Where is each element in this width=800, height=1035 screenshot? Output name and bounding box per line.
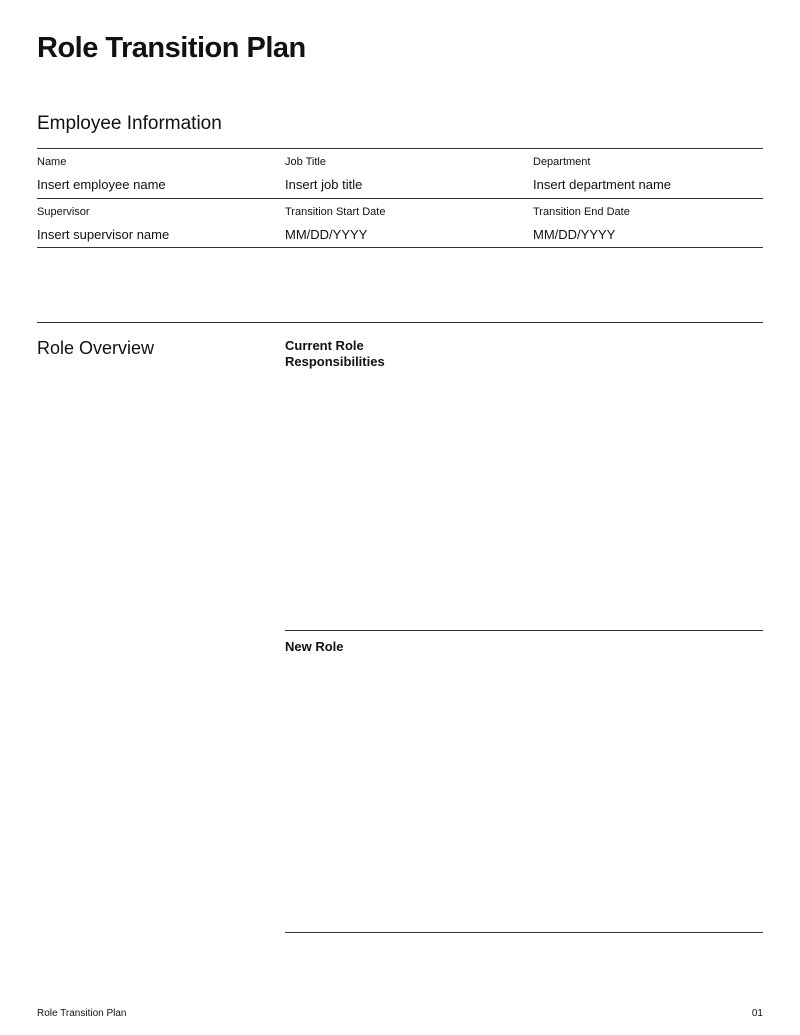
department-label: Department: [533, 156, 591, 168]
transition-start-date-field[interactable]: MM/DD/YYYY: [285, 227, 368, 242]
name-label: Name: [37, 156, 67, 168]
supervisor-field[interactable]: Insert supervisor name: [37, 227, 170, 242]
page-title: Role Transition Plan: [37, 32, 306, 64]
job-title-field[interactable]: Insert job title: [285, 177, 363, 192]
divider: [285, 630, 763, 631]
role-overview-heading: Role Overview: [37, 338, 155, 358]
divider: [37, 322, 763, 323]
divider: [285, 932, 763, 933]
divider: [37, 198, 763, 199]
transition-end-date-field[interactable]: MM/DD/YYYY: [533, 227, 616, 242]
department-field[interactable]: Insert department name: [533, 177, 672, 192]
footer-title: Role Transition Plan: [37, 1008, 127, 1019]
current-role-responsibilities-heading: Current Role Responsibilities: [285, 338, 385, 369]
page-number: 01: [751, 1008, 763, 1019]
transition-start-date-label: Transition Start Date: [285, 206, 386, 218]
new-role-area[interactable]: [285, 662, 763, 922]
divider: [37, 148, 763, 149]
new-role-heading: New Role: [285, 639, 344, 654]
supervisor-label: Supervisor: [37, 206, 90, 218]
current-role-responsibilities-area[interactable]: [285, 375, 763, 620]
transition-end-date-label: Transition End Date: [533, 206, 630, 218]
job-title-label: Job Title: [285, 156, 326, 168]
employee-name-field[interactable]: Insert employee name: [37, 177, 166, 192]
employee-information-heading: Employee Information: [37, 113, 222, 134]
divider: [37, 247, 763, 248]
